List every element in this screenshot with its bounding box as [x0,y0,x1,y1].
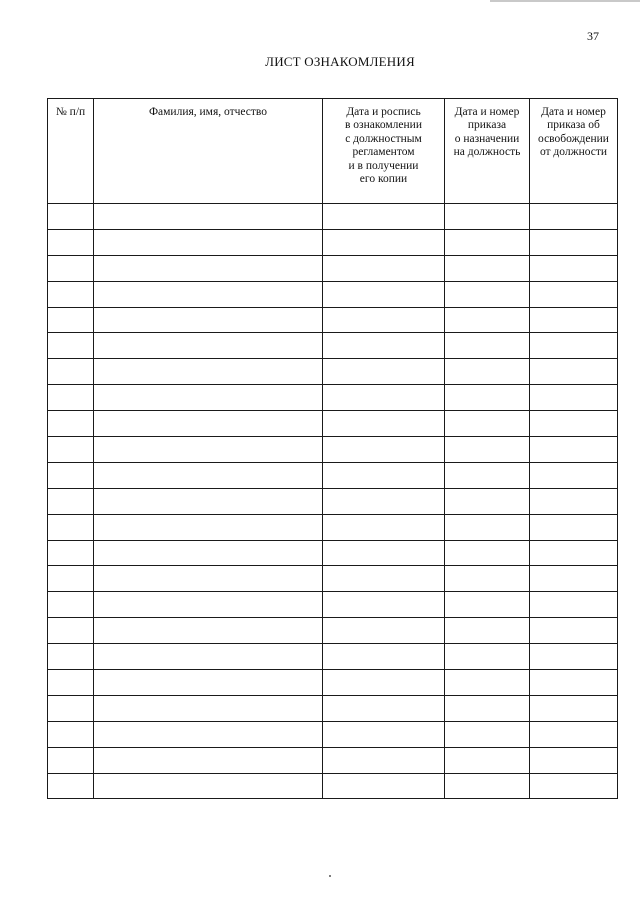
cell-dismissal-order[interactable] [530,670,618,696]
cell-num[interactable] [48,307,94,333]
cell-appointment-order[interactable] [445,644,530,670]
cell-appointment-order[interactable] [445,514,530,540]
cell-date-signature[interactable] [323,514,445,540]
cell-num[interactable] [48,773,94,799]
header-date-signature: Дата и роспись в ознакомлении с должностным регламентом и в получении его копии [323,99,445,204]
cell-date-signature[interactable] [323,566,445,592]
table-row [48,204,618,230]
cell-date-signature[interactable] [323,773,445,799]
cell-date-signature[interactable] [323,204,445,230]
cell-appointment-order[interactable] [445,670,530,696]
cell-num[interactable] [48,437,94,463]
cell-date-signature[interactable] [323,618,445,644]
cell-num[interactable] [48,255,94,281]
cell-appointment-order[interactable] [445,592,530,618]
cell-num[interactable] [48,229,94,255]
cell-date-signature[interactable] [323,747,445,773]
cell-appointment-order[interactable] [445,721,530,747]
cell-full-name[interactable] [94,204,323,230]
cell-date-signature[interactable] [323,721,445,747]
cell-appointment-order[interactable] [445,462,530,488]
cell-full-name[interactable] [94,411,323,437]
cell-date-signature[interactable] [323,695,445,721]
cell-num[interactable] [48,281,94,307]
cell-appointment-order[interactable] [445,411,530,437]
table-row [48,281,618,307]
header-dismissal-order: Дата и номер приказа об освобождении от должности [530,99,618,204]
header-full-name: Фамилия, имя, отчество [94,99,323,204]
cell-num[interactable] [48,592,94,618]
scan-speck [329,875,331,877]
table-body [48,204,618,799]
cell-full-name[interactable] [94,437,323,463]
cell-appointment-order[interactable] [445,488,530,514]
table-row [48,695,618,721]
cell-appointment-order[interactable] [445,385,530,411]
cell-num[interactable] [48,644,94,670]
cell-date-signature[interactable] [323,281,445,307]
cell-num[interactable] [48,618,94,644]
cell-num[interactable] [48,488,94,514]
cell-dismissal-order[interactable] [530,566,618,592]
cell-dismissal-order[interactable] [530,721,618,747]
cell-num[interactable] [48,540,94,566]
cell-dismissal-order[interactable] [530,307,618,333]
cell-dismissal-order[interactable] [530,204,618,230]
table-row [48,307,618,333]
table-row [48,773,618,799]
cell-full-name[interactable] [94,333,323,359]
cell-dismissal-order[interactable] [530,437,618,463]
table-row [48,385,618,411]
cell-dismissal-order[interactable] [530,333,618,359]
cell-appointment-order[interactable] [445,618,530,644]
cell-full-name[interactable] [94,747,323,773]
cell-dismissal-order[interactable] [530,592,618,618]
cell-dismissal-order[interactable] [530,773,618,799]
table-row [48,670,618,696]
cell-full-name[interactable] [94,281,323,307]
table-row [48,229,618,255]
cell-dismissal-order[interactable] [530,695,618,721]
cell-date-signature[interactable] [323,670,445,696]
cell-dismissal-order[interactable] [530,540,618,566]
table-row [48,540,618,566]
scan-edge-mark [490,0,640,2]
table-row [48,462,618,488]
cell-appointment-order[interactable] [445,255,530,281]
cell-date-signature[interactable] [323,307,445,333]
cell-full-name[interactable] [94,566,323,592]
cell-num[interactable] [48,385,94,411]
cell-num[interactable] [48,333,94,359]
cell-full-name[interactable] [94,514,323,540]
cell-date-signature[interactable] [323,592,445,618]
cell-date-signature[interactable] [323,359,445,385]
cell-appointment-order[interactable] [445,204,530,230]
table-row [48,721,618,747]
cell-num[interactable] [48,514,94,540]
cell-dismissal-order[interactable] [530,229,618,255]
cell-date-signature[interactable] [323,255,445,281]
cell-num[interactable] [48,721,94,747]
cell-full-name[interactable] [94,229,323,255]
cell-dismissal-order[interactable] [530,488,618,514]
cell-date-signature[interactable] [323,411,445,437]
cell-full-name[interactable] [94,385,323,411]
cell-dismissal-order[interactable] [530,618,618,644]
cell-full-name[interactable] [94,695,323,721]
page-number: 37 [587,29,599,43]
cell-dismissal-order[interactable] [530,644,618,670]
cell-num[interactable] [48,695,94,721]
table-row [48,747,618,773]
table-row [48,333,618,359]
cell-appointment-order[interactable] [445,773,530,799]
cell-num[interactable] [48,411,94,437]
cell-num[interactable] [48,204,94,230]
document-title: ЛИСТ ОЗНАКОМЛЕНИЯ [265,54,415,69]
cell-dismissal-order[interactable] [530,462,618,488]
cell-dismissal-order[interactable] [530,411,618,437]
cell-appointment-order[interactable] [445,747,530,773]
cell-full-name[interactable] [94,540,323,566]
cell-num[interactable] [48,462,94,488]
cell-appointment-order[interactable] [445,229,530,255]
cell-dismissal-order[interactable] [530,281,618,307]
cell-appointment-order[interactable] [445,333,530,359]
cell-full-name[interactable] [94,359,323,385]
table-row [48,514,618,540]
cell-full-name[interactable] [94,773,323,799]
cell-date-signature[interactable] [323,437,445,463]
cell-date-signature[interactable] [323,540,445,566]
cell-date-signature[interactable] [323,488,445,514]
table-row [48,644,618,670]
cell-full-name[interactable] [94,488,323,514]
header-appointment-order: Дата и номер приказа о назначении на должность [445,99,530,204]
cell-full-name[interactable] [94,721,323,747]
cell-dismissal-order[interactable] [530,514,618,540]
cell-appointment-order[interactable] [445,437,530,463]
table-row [48,592,618,618]
cell-dismissal-order[interactable] [530,255,618,281]
cell-num[interactable] [48,670,94,696]
cell-appointment-order[interactable] [445,566,530,592]
cell-full-name[interactable] [94,255,323,281]
cell-date-signature[interactable] [323,333,445,359]
cell-full-name[interactable] [94,644,323,670]
cell-date-signature[interactable] [323,644,445,670]
table-row [48,618,618,644]
table-row [48,255,618,281]
cell-appointment-order[interactable] [445,695,530,721]
cell-appointment-order[interactable] [445,540,530,566]
cell-num[interactable] [48,359,94,385]
cell-date-signature[interactable] [323,385,445,411]
cell-full-name[interactable] [94,670,323,696]
cell-dismissal-order[interactable] [530,385,618,411]
cell-full-name[interactable] [94,618,323,644]
acknowledgement-table [47,98,618,799]
table-row [48,359,618,385]
table-row [48,566,618,592]
cell-date-signature[interactable] [323,462,445,488]
cell-date-signature[interactable] [323,229,445,255]
table-header-row [48,99,618,204]
table-row [48,437,618,463]
cell-appointment-order[interactable] [445,307,530,333]
cell-full-name[interactable] [94,592,323,618]
table-row [48,411,618,437]
table-row [48,488,618,514]
cell-dismissal-order[interactable] [530,359,618,385]
header-num: № п/п [48,99,94,204]
cell-full-name[interactable] [94,462,323,488]
cell-num[interactable] [48,747,94,773]
cell-dismissal-order[interactable] [530,747,618,773]
cell-full-name[interactable] [94,307,323,333]
cell-appointment-order[interactable] [445,359,530,385]
cell-num[interactable] [48,566,94,592]
cell-appointment-order[interactable] [445,281,530,307]
